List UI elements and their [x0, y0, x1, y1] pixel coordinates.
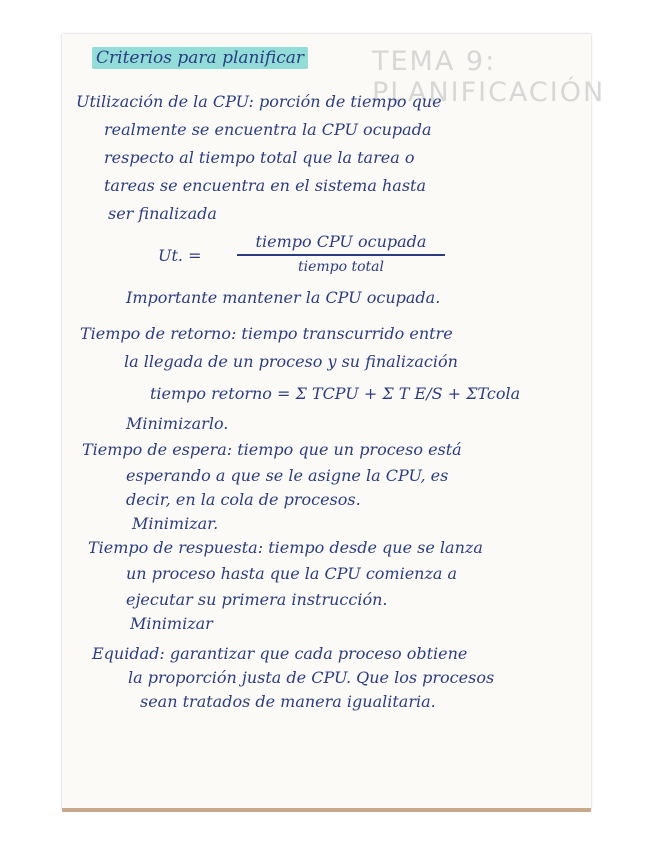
- text-line-8: la llegada de un proceso y su finalización: [124, 352, 458, 371]
- formula-fraction: [236, 232, 446, 275]
- title-highlight: Criterios para planificar: [92, 47, 308, 69]
- text-line-5: ser finalizada: [108, 204, 217, 223]
- text-line-15: Tiempo de respuesta: tiempo desde que se lanza: [88, 538, 483, 557]
- text-line-16: un proceso hasta que la CPU comienza a: [126, 564, 458, 583]
- text-line-17: ejecutar su primera instrucción.: [126, 590, 388, 609]
- formula-denominator: tiempo total: [297, 258, 384, 275]
- page-edge: [62, 808, 591, 812]
- text-line-21: sean tratados de manera igualitaria.: [140, 692, 436, 711]
- text-line-11: Tiempo de espera: tiempo que un proceso está: [82, 440, 462, 459]
- text-line-3: respecto al tiempo total que la tarea o: [104, 148, 415, 167]
- text-line-18: Minimizar: [130, 614, 213, 633]
- text-line-19: Equidad: garantizar que cada proceso obtiene: [92, 644, 468, 663]
- text-line-13: decir, en la cola de procesos.: [126, 490, 361, 509]
- text-line-7: Tiempo de retorno: tiempo transcurrido entre: [80, 324, 453, 343]
- text-line-20: la proporción justa de CPU. Que los procesos: [128, 668, 495, 687]
- text-line-2: realmente se encuentra la CPU ocupada: [104, 120, 432, 139]
- page-title: [92, 48, 308, 68]
- text-line-1: Utilización de la CPU: porción de tiempo que: [76, 92, 442, 111]
- text-line-9: tiempo retorno = Σ TCPU + Σ T E/S + ΣTcola: [150, 384, 521, 403]
- text-line-12: esperando a que se le asigne la CPU, es: [126, 466, 449, 485]
- formula-numerator: tiempo CPU ocupada: [255, 232, 427, 251]
- formula-lhs: Ut. =: [158, 246, 202, 265]
- bleed-through-heading: TEMA 9: PLANIFICACIÓN: [372, 46, 606, 108]
- text-line-10: Minimizarlo.: [126, 414, 229, 433]
- text-line-6: Importante mantener la CPU ocupada.: [126, 288, 441, 307]
- text-line-4: tareas se encuentra en el sistema hasta: [104, 176, 426, 195]
- text-line-14: Minimizar.: [132, 514, 219, 533]
